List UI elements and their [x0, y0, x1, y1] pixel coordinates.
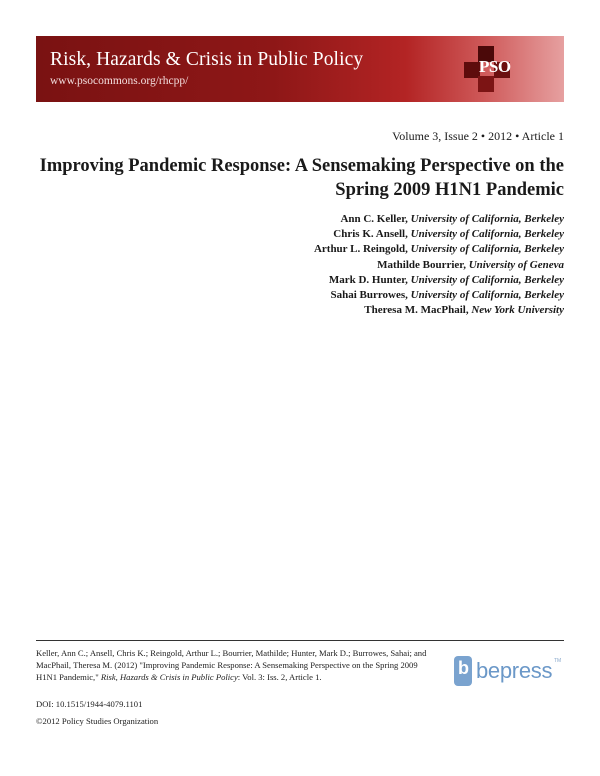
author-affiliation: University of California, Berkeley [410, 243, 564, 256]
logo-text: PSO [479, 57, 511, 76]
copyright: ©2012 Policy Studies Organization [36, 716, 159, 726]
journal-title: Risk, Hazards & Crisis in Public Policy [50, 49, 364, 70]
bepress-icon [454, 656, 472, 686]
author-row: Arthur L. Reingold, University of California, Berkeley [313, 243, 564, 256]
doi[interactable]: DOI: 10.1515/1944-4079.1101 [36, 699, 143, 709]
author-name: Theresa M. MacPhail [364, 304, 466, 317]
author-name: Mathilde Bourrier [377, 258, 464, 271]
journal-url[interactable]: www.psocommons.org/rhcpp/ [50, 75, 189, 87]
article-title: Improving Pandemic Response: A Sensemaking Perspective on the Spring 2009 H1N1 Pandemic [39, 156, 564, 200]
author-name: Mark D. Hunter [328, 273, 406, 286]
citation-journal: Risk, Hazards & Crisis in Public Policy [100, 672, 238, 682]
author-row: Mark D. Hunter, University of California, Berkeley [328, 273, 564, 286]
author-name: Arthur L. Reingold [313, 243, 406, 256]
author-name: Chris K. Ansell [333, 228, 406, 241]
citation-text: Keller, Ann C.; Ansell, Chris K.; Reingold, Arthur L.; Bourrier, Mathilde; Hunter, Mark D.; Burrowes, Sahai; and MacPhail, Theresa M. (2012) "Improving Pandemic Response: A Sensemaking Perspective on the Spring 2009 H1N1 Pandemic," [36, 648, 427, 682]
author-affiliation: University of California, Berkeley [410, 289, 564, 302]
author-row: Chris K. Ansell, University of California, Berkeley [333, 228, 564, 241]
author-row: Sahai Burrowes, University of California, Berkeley [330, 289, 564, 302]
trademark: TM [554, 658, 562, 664]
bepress-wordmark: bepress [476, 658, 553, 683]
author-affiliation: University of California, Berkeley [410, 273, 564, 286]
author-row: Mathilde Bourrier, University of Geneva [377, 258, 564, 271]
author-affiliation: University of California, Berkeley [410, 213, 564, 225]
logo-square [478, 76, 494, 92]
author-name: Sahai Burrowes [330, 289, 406, 302]
bepress-icon-letter: b [458, 658, 469, 678]
pso-logo [464, 46, 526, 92]
author-row: Ann C. Keller, University of California, Berkeley [340, 213, 564, 225]
bepress-logo[interactable] [454, 656, 564, 690]
author-row: Theresa M. MacPhail, New York University [364, 304, 564, 317]
divider [36, 640, 564, 641]
author-list [314, 212, 564, 318]
author-affiliation: University of California, Berkeley [410, 228, 564, 241]
citation-volume: : Vol. 3: Iss. 2, Article 1. [237, 672, 322, 682]
issue-line: Volume 3, Issue 2 • 2012 • Article 1 [392, 129, 564, 143]
author-affiliation: New York University [471, 304, 564, 317]
author-affiliation: University of Geneva [468, 258, 564, 271]
author-name: Ann C. Keller [340, 213, 406, 225]
journal-banner [36, 36, 564, 102]
citation [36, 647, 436, 683]
